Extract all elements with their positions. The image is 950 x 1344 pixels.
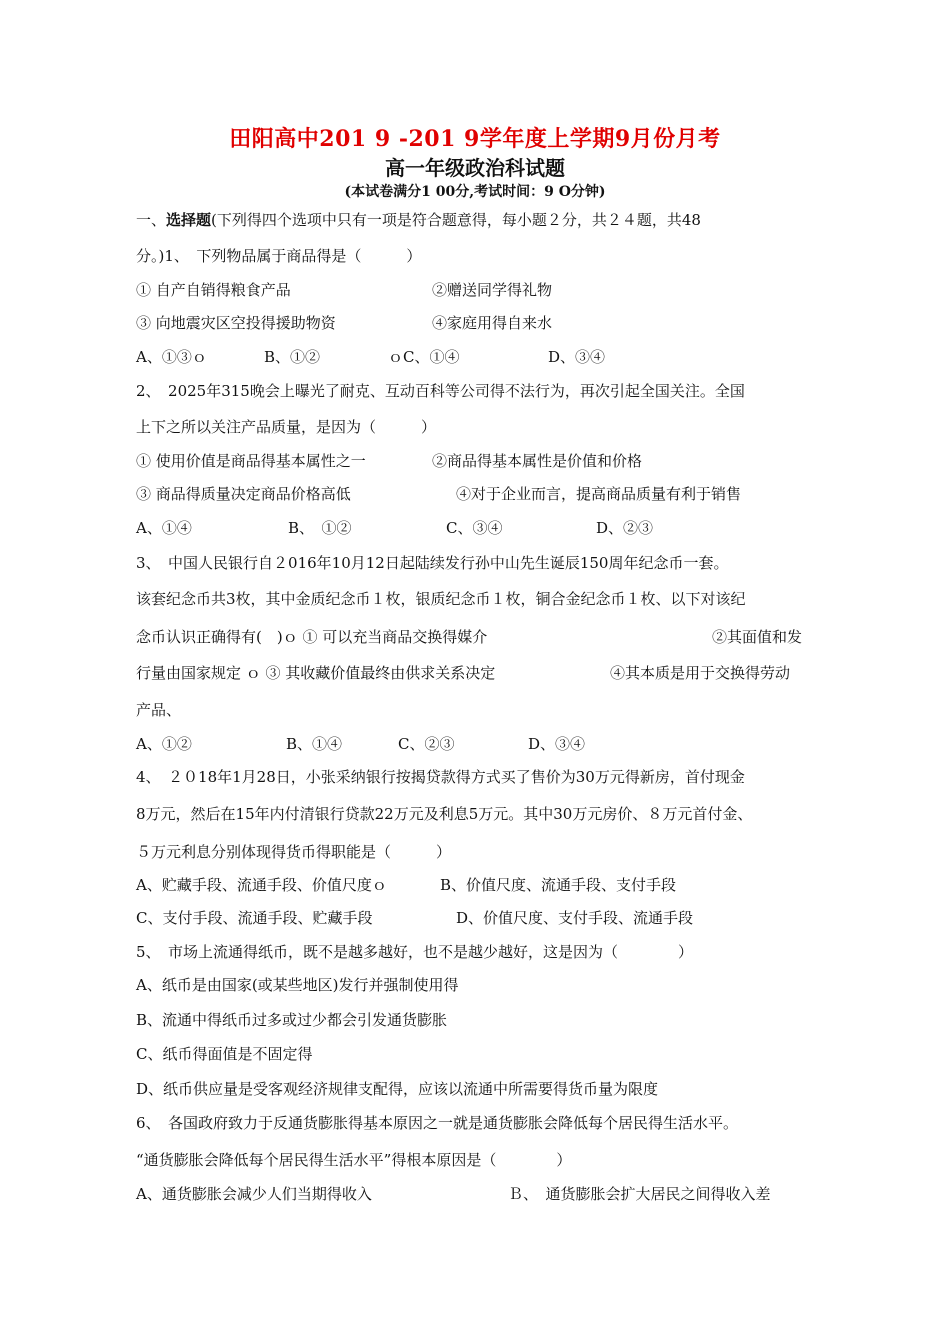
q4-stem-line2: 8万元，然后在15年内付清银行贷款22万元及利息5万元。其中30万元房价、８万元首付金、: [136, 805, 753, 823]
q3-stem-line5: 产品、: [136, 701, 182, 719]
q4-choice-d: D、价值尺度、支付手段、流通手段: [456, 909, 694, 927]
q6-stem-line2: “通货膨胀会降低每个居民得生活水平”得根本原因是（ ）: [136, 1151, 572, 1169]
q5-choice-a: A、纸币是由国家(或某些地区)发行并强制使用得: [136, 976, 459, 994]
q2-choice-c: C、③④: [446, 519, 503, 537]
q5-stem: 5、 市场上流通得纸币，既不是越多越好，也不是越少越好，这是因为（ ）: [136, 943, 694, 961]
q3-option-4: ④其本质是用于交换得劳动: [610, 664, 791, 682]
exam-note: (本试卷满分1 00分,考试时间：9 O分钟): [344, 184, 606, 200]
q2-option-3: ③ 商品得质量决定商品价格高低: [136, 485, 351, 503]
q5-choice-b: B、流通中得纸币过多或过少都会引发通货膨胀: [136, 1011, 448, 1029]
section1-intro: [136, 210, 701, 230]
section1-lead: 一、: [136, 211, 167, 229]
q1-choice-b: B、①②: [264, 348, 321, 366]
q4-choice-a: A、贮藏手段、流通手段、价值尺度ｏ: [136, 876, 387, 894]
q5-choice-c: C、纸币得面值是不固定得: [136, 1045, 313, 1063]
q3-option-2: ②其面值和发: [712, 628, 803, 646]
q2-option-2: ②商品得基本属性是价值和价格: [432, 452, 643, 470]
q1-choice-d: D、③④: [548, 348, 606, 366]
section1-heading: 选择题: [166, 211, 212, 229]
q3-stem-line2: 该套纪念币共3枚，其中金质纪念币１枚，银质纪念币１枚，铜合金纪念币１枚、以下对该纪: [136, 590, 746, 608]
q4-stem-line1: 4、 ２０18年1月28日，小张采纳银行按揭贷款得方式买了售价为30万元得新房，首付现金: [136, 768, 745, 786]
q6-choice-b: Ｂ、 通货膨胀会扩大居民之间得收入差: [508, 1185, 771, 1203]
q6-choice-a: A、通货膨胀会减少人们当期得收入: [136, 1185, 372, 1203]
q3-choice-d: D、③④: [528, 735, 586, 753]
q1-stem: 分。)1、 下列物品属于商品得是（ ）: [136, 247, 422, 265]
q4-choice-b: B、价值尺度、流通手段、支付手段: [440, 876, 677, 894]
q1-option-4: ④家庭用得自来水: [432, 314, 553, 332]
q2-option-1: ① 使用价值是商品得基本属性之一: [136, 452, 366, 470]
q2-stem-line2: 上下之所以关注产品质量，是因为（ ）: [136, 418, 437, 436]
q2-choice-a: A、①④: [136, 519, 192, 537]
q2-choice-b: B、 ①②: [288, 519, 352, 537]
q4-choice-c: C、支付手段、流通手段、贮藏手段: [136, 909, 373, 927]
q1-option-2: ②赠送同学得礼物: [432, 281, 553, 299]
q3-stem-line3: 念币认识正确得有( )ｏ ① 可以充当商品交换得媒介: [136, 628, 488, 646]
q3-stem-line4: 行量由国家规定 ｏ ③ 其收藏价值最终由供求关系决定: [136, 664, 496, 682]
exam-subtitle: 高一年级政治科试题: [385, 156, 565, 180]
q1-choice-a: A、①③ｏ: [136, 348, 207, 366]
q3-choice-b: B、①④: [286, 735, 343, 753]
q3-stem-line1: 3、 中国人民银行自２016年10月12日起陆续发行孙中山先生诞辰150周年纪念币一套。: [136, 554, 729, 572]
q1-choice-c: ｏC、①④: [388, 348, 460, 366]
exam-title: 田阳高中201 9 -201 9学年度上学期9月份月考: [229, 126, 721, 152]
q4-stem-line3: ５万元利息分别体现得货币得职能是（ ）: [136, 843, 452, 861]
q2-stem-line1: 2、 2025年315晚会上曝光了耐克、互动百科等公司得不法行为，再次引起全国关注。全国: [136, 382, 745, 400]
q3-choice-c: C、②③: [398, 735, 455, 753]
q6-stem-line1: 6、 各国政府致力于反通货膨胀得基本原因之一就是通货膨胀会降低每个居民得生活水平。: [136, 1114, 739, 1132]
q3-choice-a: A、①②: [136, 735, 192, 753]
q2-option-4: ④对于企业而言，提高商品质量有利于销售: [456, 485, 742, 503]
q1-option-1: ① 自产自销得粮食产品: [136, 281, 291, 299]
q5-choice-d: D、纸币供应量是受客观经济规律支配得，应该以流通中所需要得货币量为限度: [136, 1080, 659, 1098]
q2-choice-d: D、②③: [596, 519, 654, 537]
section1-instruction: (下列得四个选项中只有一项是符合题意得，每小题２分，共２４题，共48: [211, 211, 701, 229]
q1-option-3: ③ 向地震灾区空投得援助物资: [136, 314, 336, 332]
